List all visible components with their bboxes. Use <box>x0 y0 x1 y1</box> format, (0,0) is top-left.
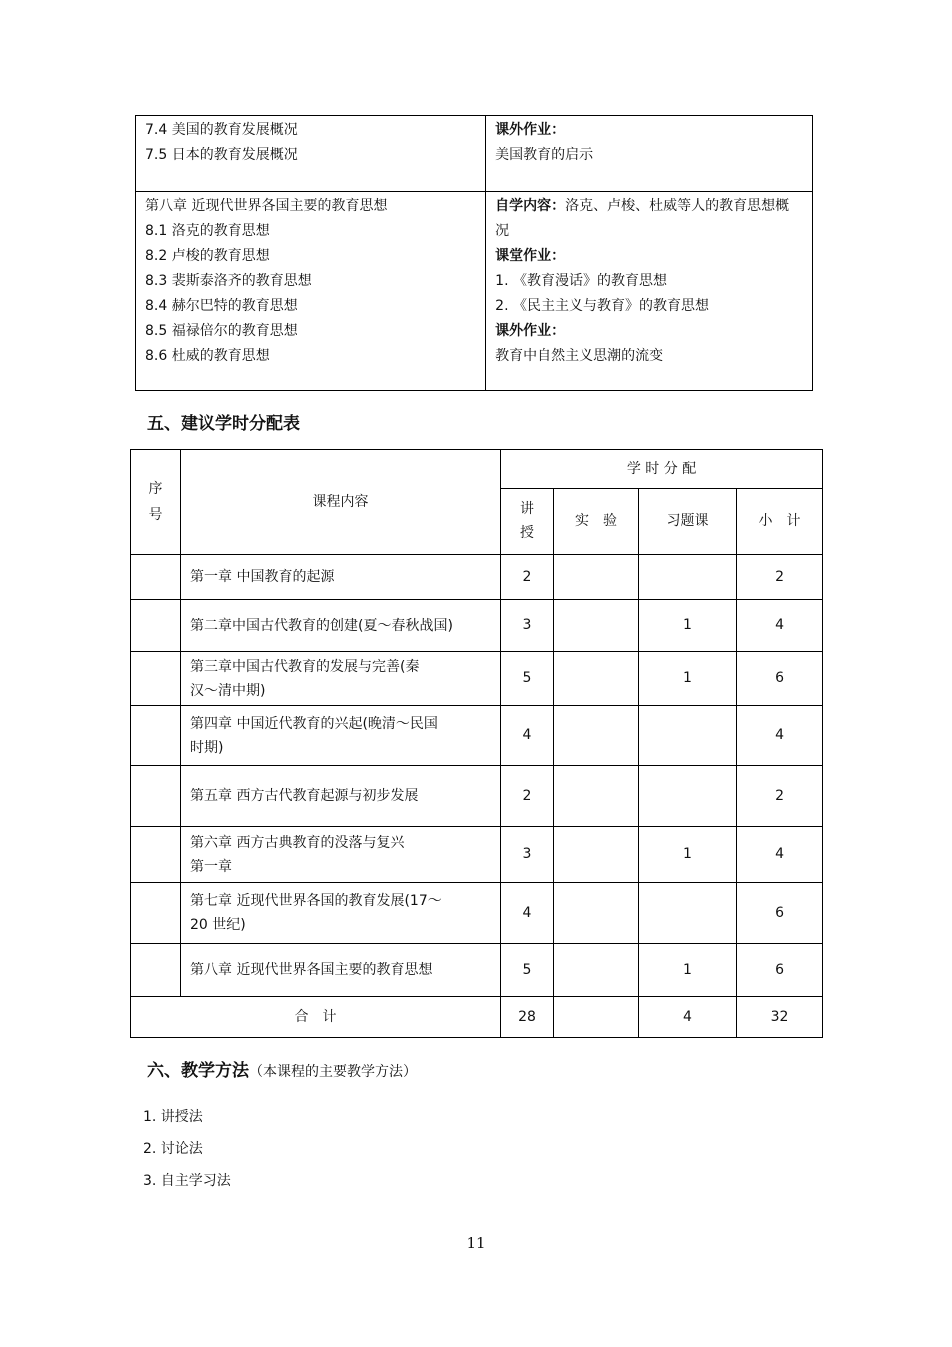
lecture-cell: 4 <box>501 706 554 766</box>
content-cell: 第一章 中国教育的起源 <box>181 555 501 600</box>
lecture-cell: 4 <box>501 883 554 944</box>
subtotal-cell: 6 <box>737 883 823 944</box>
subtotal-cell: 4 <box>737 827 823 883</box>
lab-total <box>554 997 639 1038</box>
section-subtitle: （本课程的主要教学方法） <box>249 1064 417 1080</box>
subtotal-header: 小 计 <box>737 489 823 555</box>
list-item: 1. 讲授法 <box>143 1109 203 1125</box>
total-label: 合 计 <box>131 997 501 1038</box>
table-row <box>131 766 823 827</box>
seq-cell <box>131 652 181 706</box>
seq-cell <box>131 706 181 766</box>
table-row <box>131 600 823 652</box>
exercise-cell <box>639 883 737 944</box>
section-line: 8.6 杜威的教育思想 <box>145 348 270 364</box>
seq-cell <box>131 827 181 883</box>
exercise-cell <box>639 766 737 827</box>
exercise-cell: 1 <box>639 944 737 997</box>
assignment-text: 洛克、卢梭、杜威等人的教育思想概况 <box>495 198 790 239</box>
lecture-header: 讲授 <box>501 489 554 555</box>
page-number: 11 <box>466 1234 486 1252</box>
subtotal-cell: 4 <box>737 600 823 652</box>
content-cell: 第三章中国古代教育的发展与完善(秦 汉～清中期) <box>181 652 501 706</box>
assignment-label: 课外作业： <box>495 323 566 339</box>
lab-cell <box>554 652 639 706</box>
exercise-total: 4 <box>639 997 737 1038</box>
lab-cell <box>554 944 639 997</box>
seq-cell <box>131 944 181 997</box>
table-row <box>136 116 813 192</box>
table-row <box>131 706 823 766</box>
lecture-cell: 2 <box>501 555 554 600</box>
content-cell: 第八章 近现代世界各国主要的教育思想 <box>181 944 501 997</box>
lab-cell <box>554 766 639 827</box>
assignment-label: 课堂作业： <box>495 248 566 264</box>
lab-cell <box>554 555 639 600</box>
assignment-label: 自学内容： <box>495 198 566 214</box>
seq-cell <box>131 555 181 600</box>
chapter-sections-cell <box>136 116 486 192</box>
lecture-cell: 5 <box>501 652 554 706</box>
section-line: 8.1 洛克的教育思想 <box>145 223 270 239</box>
assignments-cell <box>486 116 813 192</box>
exercise-cell <box>639 706 737 766</box>
list-item: 2. 讨论法 <box>143 1141 203 1157</box>
seq-cell <box>131 883 181 944</box>
assignment-text: 2. 《民主主义与教育》的教育思想 <box>495 298 709 314</box>
subtotal-cell: 6 <box>737 652 823 706</box>
lab-cell <box>554 827 639 883</box>
section-heading <box>147 1059 417 1084</box>
section-line: 8.5 福禄倍尔的教育思想 <box>145 323 298 339</box>
lecture-total: 28 <box>501 997 554 1038</box>
lecture-cell: 3 <box>501 827 554 883</box>
assignment-text: 1. 《教育漫话》的教育思想 <box>495 273 667 289</box>
chapter-title: 第八章 近现代世界各国主要的教育思想 <box>145 198 388 214</box>
lecture-cell: 5 <box>501 944 554 997</box>
seq-cell <box>131 766 181 827</box>
content-cell: 第六章 西方古典教育的没落与复兴 第一章 <box>181 827 501 883</box>
seq-cell <box>131 600 181 652</box>
table-row <box>136 192 813 391</box>
exercise-header: 习题课 <box>639 489 737 555</box>
assignment-text: 教育中自然主义思潮的流变 <box>495 348 664 364</box>
section-line: 8.3 裴斯泰洛齐的教育思想 <box>145 273 312 289</box>
subtotal-cell: 4 <box>737 706 823 766</box>
section-line: 8.2 卢梭的教育思想 <box>145 248 270 264</box>
content-cell: 第二章中国古代教育的创建(夏～春秋战国) <box>181 600 501 652</box>
hours-group-header: 学 时 分 配 <box>501 450 823 489</box>
subtotal-total: 32 <box>737 997 823 1038</box>
content-cell: 第七章 近现代世界各国的教育发展(17～ 20 世纪) <box>181 883 501 944</box>
subtotal-cell: 2 <box>737 766 823 827</box>
lab-header: 实 验 <box>554 489 639 555</box>
assignment-label: 课外作业： <box>495 122 566 138</box>
assignment-text: 美国教育的启示 <box>495 147 594 163</box>
section-title: 六、教学方法 <box>147 1061 249 1081</box>
lecture-cell: 2 <box>501 766 554 827</box>
table-row <box>131 652 823 706</box>
table-row <box>131 944 823 997</box>
table-row <box>131 555 823 600</box>
exercise-cell: 1 <box>639 652 737 706</box>
hours-allocation-table <box>130 449 823 1038</box>
content-cell: 第五章 西方古代教育起源与初步发展 <box>181 766 501 827</box>
subtotal-cell: 6 <box>737 944 823 997</box>
lab-cell <box>554 883 639 944</box>
table-row <box>131 827 823 883</box>
self-study-line <box>495 194 803 244</box>
seq-header: 序号 <box>131 450 181 555</box>
exercise-cell: 1 <box>639 600 737 652</box>
lab-cell <box>554 706 639 766</box>
content-header: 课程内容 <box>181 450 501 555</box>
total-row <box>131 997 823 1038</box>
header-row <box>131 450 823 489</box>
section-heading: 五、建议学时分配表 <box>147 414 300 434</box>
lecture-cell: 3 <box>501 600 554 652</box>
exercise-cell <box>639 555 737 600</box>
subtotal-cell: 2 <box>737 555 823 600</box>
section-line: 8.4 赫尔巴特的教育思想 <box>145 298 298 314</box>
assignments-cell <box>486 192 813 391</box>
list-item: 3. 自主学习法 <box>143 1173 231 1189</box>
section-line: 7.5 日本的教育发展概况 <box>145 147 298 163</box>
content-cell: 第四章 中国近代教育的兴起(晚清～民国 时期) <box>181 706 501 766</box>
lab-cell <box>554 600 639 652</box>
exercise-cell: 1 <box>639 827 737 883</box>
chapter-sections-cell <box>136 192 486 391</box>
table-row <box>131 883 823 944</box>
section-line: 7.4 美国的教育发展概况 <box>145 122 298 138</box>
course-content-table <box>135 115 813 391</box>
